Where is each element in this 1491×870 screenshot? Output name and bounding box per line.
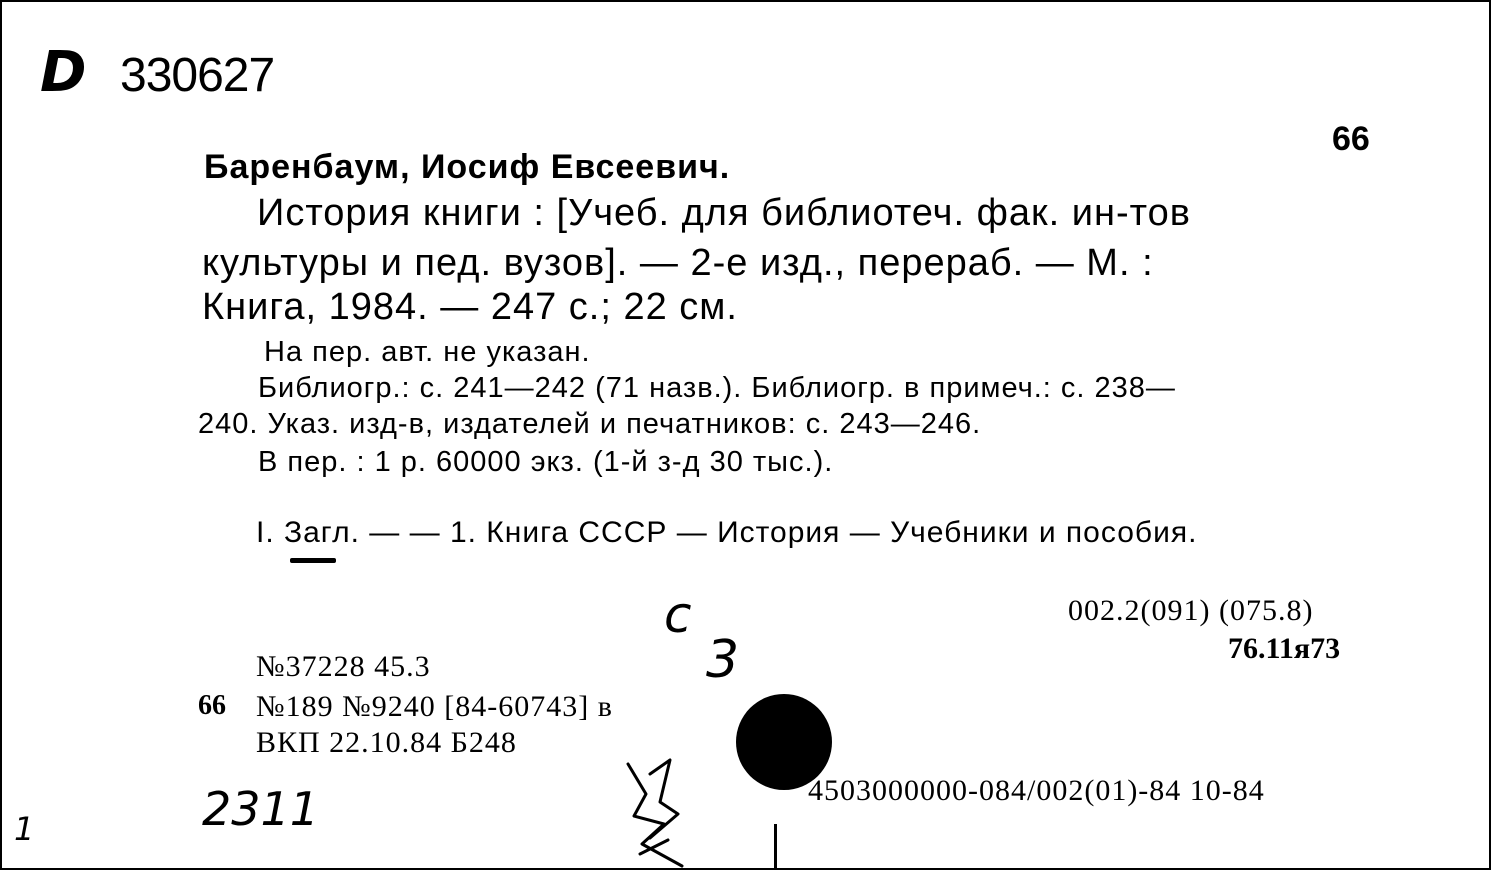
handwritten-c: с: [664, 586, 692, 644]
handwritten-margin-mark: 1: [14, 810, 35, 848]
bibliography-line-2: 240. Указ. изд-в, издателей и печатников: с. 243—246.: [198, 408, 982, 440]
class-number-top: 66: [1332, 120, 1370, 158]
tracings: I. Загл. — — 1. Книга СССР — История — Учебники и пособия.: [256, 516, 1198, 549]
stamp-letter: D: [40, 40, 87, 105]
order-line-1: №37228 45.3: [256, 650, 431, 683]
bbk-number: 76.11я73: [1228, 632, 1341, 665]
handwritten-inventory-number: 2311: [202, 782, 320, 836]
price-line: В пер. : 1 р. 60000 экз. (1-й з-д 30 тыс.).: [258, 446, 834, 478]
title-line-3: Книга, 1984. — 247 с.; 22 см.: [202, 286, 738, 328]
accession-number: 330627: [120, 49, 275, 102]
udc-number: 002.2(091) (075.8): [1068, 594, 1314, 627]
handwritten-3: 3: [706, 630, 740, 690]
author-heading: Баренбаум, Иосиф Евсеевич.: [204, 148, 731, 186]
author-note: На пер. авт. не указан.: [264, 336, 591, 368]
title-line-1: История книги : [Учеб. для библиотеч. фак. ин-тов: [257, 192, 1191, 234]
bibliography-line-1: Библиогр.: с. 241—242 (71 назв.). Библиогр. в примеч.: с. 238—: [258, 372, 1176, 404]
order-line-3: ВКП 22.10.84 Б248: [256, 726, 517, 759]
underline-mark: [290, 558, 336, 563]
order-line-2: №189 №9240 [84-60743] в: [256, 690, 613, 723]
scribble-mark: [620, 754, 696, 870]
catalog-code: 4503000000-084/002(01)-84 10-84: [808, 774, 1265, 807]
order-prefix: 66: [198, 690, 226, 721]
title-line-2: культуры и пед. вузов]. — 2-е изд., перераб. — М. :: [202, 242, 1154, 284]
pencil-line: [774, 824, 777, 868]
